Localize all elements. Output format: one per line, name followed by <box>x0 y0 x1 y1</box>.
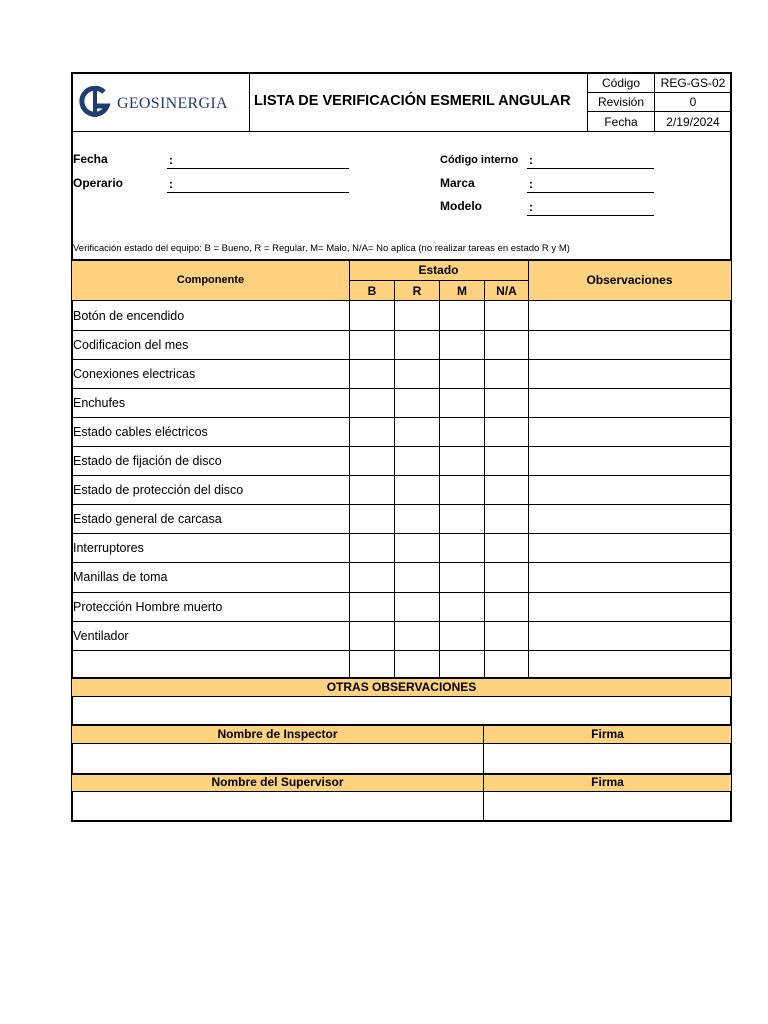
modelo-label: Modelo <box>440 199 482 213</box>
marca-label: Marca <box>440 176 475 190</box>
form-title: LISTA DE VERIFICACIÓN ESMERIL ANGULAR <box>254 93 571 109</box>
supervisor-sign-field[interactable] <box>484 792 731 821</box>
estado-cell-r[interactable] <box>395 418 439 446</box>
estado-cell-b[interactable] <box>350 331 394 359</box>
observation-cell[interactable] <box>529 418 731 446</box>
observation-cell[interactable] <box>529 360 731 388</box>
operario-colon: : <box>169 177 173 191</box>
estado-cell-r[interactable] <box>395 389 439 417</box>
modelo-field[interactable] <box>527 215 654 216</box>
component-label: Conexiones electricas <box>73 367 196 381</box>
estado-cell-m[interactable] <box>440 476 484 504</box>
estado-cell-b[interactable] <box>350 505 394 533</box>
inspector-sign-label: Firma <box>591 727 624 741</box>
component-label: Estado cables eléctricos <box>73 425 208 439</box>
estado-cell-b[interactable] <box>350 447 394 475</box>
meta-label-fecha: Fecha <box>604 115 638 129</box>
col-componente: Componente <box>176 274 245 286</box>
observation-cell[interactable] <box>529 563 731 591</box>
estado-cell-r[interactable] <box>395 505 439 533</box>
estado-cell-na[interactable] <box>485 476 528 504</box>
marca-colon: : <box>529 177 533 191</box>
supervisor-name-field[interactable] <box>72 792 483 821</box>
estado-cell-b[interactable] <box>350 622 394 650</box>
estado-cell-na[interactable] <box>485 360 528 388</box>
operario-label: Operario <box>73 176 124 190</box>
estado-cell-na[interactable] <box>485 447 528 475</box>
geosinergia-logo-icon <box>77 86 113 120</box>
estado-cell-b[interactable] <box>350 593 394 621</box>
estado-cell-b[interactable] <box>350 360 394 388</box>
component-label: Estado de protección del disco <box>73 483 244 497</box>
observation-cell[interactable] <box>529 534 731 562</box>
supervisor-sign-label: Firma <box>591 775 624 789</box>
otras-observaciones-heading: OTRAS OBSERVACIONES <box>326 680 477 694</box>
estado-cell-r[interactable] <box>395 476 439 504</box>
estado-cell-na[interactable] <box>485 534 528 562</box>
estado-cell-na[interactable] <box>485 593 528 621</box>
estado-cell-b[interactable] <box>350 534 394 562</box>
estado-cell-m[interactable] <box>440 389 484 417</box>
otras-observaciones-field[interactable] <box>72 697 731 724</box>
supervisor-name-label: Nombre del Supervisor <box>211 775 344 789</box>
meta-label-codigo: Código <box>601 76 641 90</box>
estado-cell-m[interactable] <box>440 505 484 533</box>
estado-cell-r[interactable] <box>395 593 439 621</box>
estado-cell-r[interactable] <box>395 331 439 359</box>
inspector-sign-field[interactable] <box>484 744 731 772</box>
estado-cell-m[interactable] <box>440 534 484 562</box>
fecha-label: Fecha <box>73 152 108 166</box>
estado-cell-m[interactable] <box>440 593 484 621</box>
estado-cell-r[interactable] <box>395 563 439 591</box>
estado-cell-r[interactable] <box>395 360 439 388</box>
inspector-name-label: Nombre de Inspector <box>217 727 338 741</box>
component-label: Estado de fijación de disco <box>73 454 222 468</box>
marca-field[interactable] <box>527 192 654 193</box>
fecha-colon: : <box>169 153 173 167</box>
logo <box>77 86 247 120</box>
estado-cell-r[interactable] <box>395 622 439 650</box>
observation-cell[interactable] <box>529 302 731 330</box>
estado-cell-b[interactable] <box>350 651 394 679</box>
component-label: Estado general de carcasa <box>73 512 222 526</box>
estado-cell-na[interactable] <box>485 389 528 417</box>
col-observaciones: Observaciones <box>586 273 673 287</box>
observation-cell[interactable] <box>529 331 731 359</box>
estado-cell-b[interactable] <box>350 418 394 446</box>
estado-cell-m[interactable] <box>440 418 484 446</box>
logo-text: GEOSINERGIA <box>117 95 228 112</box>
observation-cell[interactable] <box>529 622 731 650</box>
modelo-colon: : <box>529 200 533 214</box>
observation-cell[interactable] <box>529 389 731 417</box>
component-label: Enchufes <box>73 396 126 410</box>
col-estado-b: B <box>367 284 377 298</box>
meta-value-codigo: REG-GS-02 <box>660 76 726 90</box>
observation-cell[interactable] <box>529 593 731 621</box>
estado-cell-m[interactable] <box>440 360 484 388</box>
estado-cell-na[interactable] <box>485 331 528 359</box>
meta-label-revision: Revisión <box>597 95 645 109</box>
component-label: Ventilador <box>73 629 129 643</box>
inspector-name-field[interactable] <box>72 744 483 772</box>
estado-cell-b[interactable] <box>350 476 394 504</box>
component-label: Interruptores <box>73 541 144 555</box>
col-estado-r: R <box>412 284 422 298</box>
col-estado-m: M <box>457 284 467 298</box>
estado-cell-na[interactable] <box>485 302 528 330</box>
col-estado-na: N/A <box>496 284 517 298</box>
estado-cell-r[interactable] <box>395 534 439 562</box>
estado-cell-m[interactable] <box>440 651 484 679</box>
meta-value-revision: 0 <box>689 95 697 109</box>
fecha-field[interactable] <box>167 168 349 169</box>
estado-cell-b[interactable] <box>350 563 394 591</box>
component-label: Protección Hombre muerto <box>73 600 223 614</box>
observation-cell[interactable] <box>529 447 731 475</box>
observation-cell[interactable] <box>529 651 731 679</box>
estado-cell-m[interactable] <box>440 302 484 330</box>
estado-cell-b[interactable] <box>350 389 394 417</box>
estado-legend: Verificación estado del equipo: B = Bueno, R = Regular, M= Malo, N/A= No aplica (no realizar tareas en estado R y M) <box>73 243 570 254</box>
codigo-interno-label: Código interno <box>440 154 519 166</box>
component-label: Botón de encendido <box>73 309 185 323</box>
estado-cell-r[interactable] <box>395 302 439 330</box>
estado-cell-na[interactable] <box>485 563 528 591</box>
estado-cell-m[interactable] <box>440 447 484 475</box>
estado-cell-m[interactable] <box>440 622 484 650</box>
meta-value-fecha: 2/19/2024 <box>666 115 720 129</box>
operario-field[interactable] <box>167 192 349 193</box>
estado-cell-b[interactable] <box>350 302 394 330</box>
codigo-interno-field[interactable] <box>527 168 654 169</box>
observation-cell[interactable] <box>529 476 731 504</box>
codigo-interno-colon: : <box>529 153 533 167</box>
estado-cell-na[interactable] <box>485 418 528 446</box>
observation-cell[interactable] <box>529 505 731 533</box>
estado-cell-na[interactable] <box>485 505 528 533</box>
estado-cell-r[interactable] <box>395 651 439 679</box>
estado-cell-m[interactable] <box>440 563 484 591</box>
estado-cell-r[interactable] <box>395 447 439 475</box>
estado-cell-m[interactable] <box>440 331 484 359</box>
col-estado: Estado <box>418 263 459 277</box>
estado-cell-na[interactable] <box>485 651 528 679</box>
estado-cell-na[interactable] <box>485 622 528 650</box>
component-label: Manillas de toma <box>73 570 168 584</box>
component-label: Codificacion del mes <box>73 338 189 352</box>
